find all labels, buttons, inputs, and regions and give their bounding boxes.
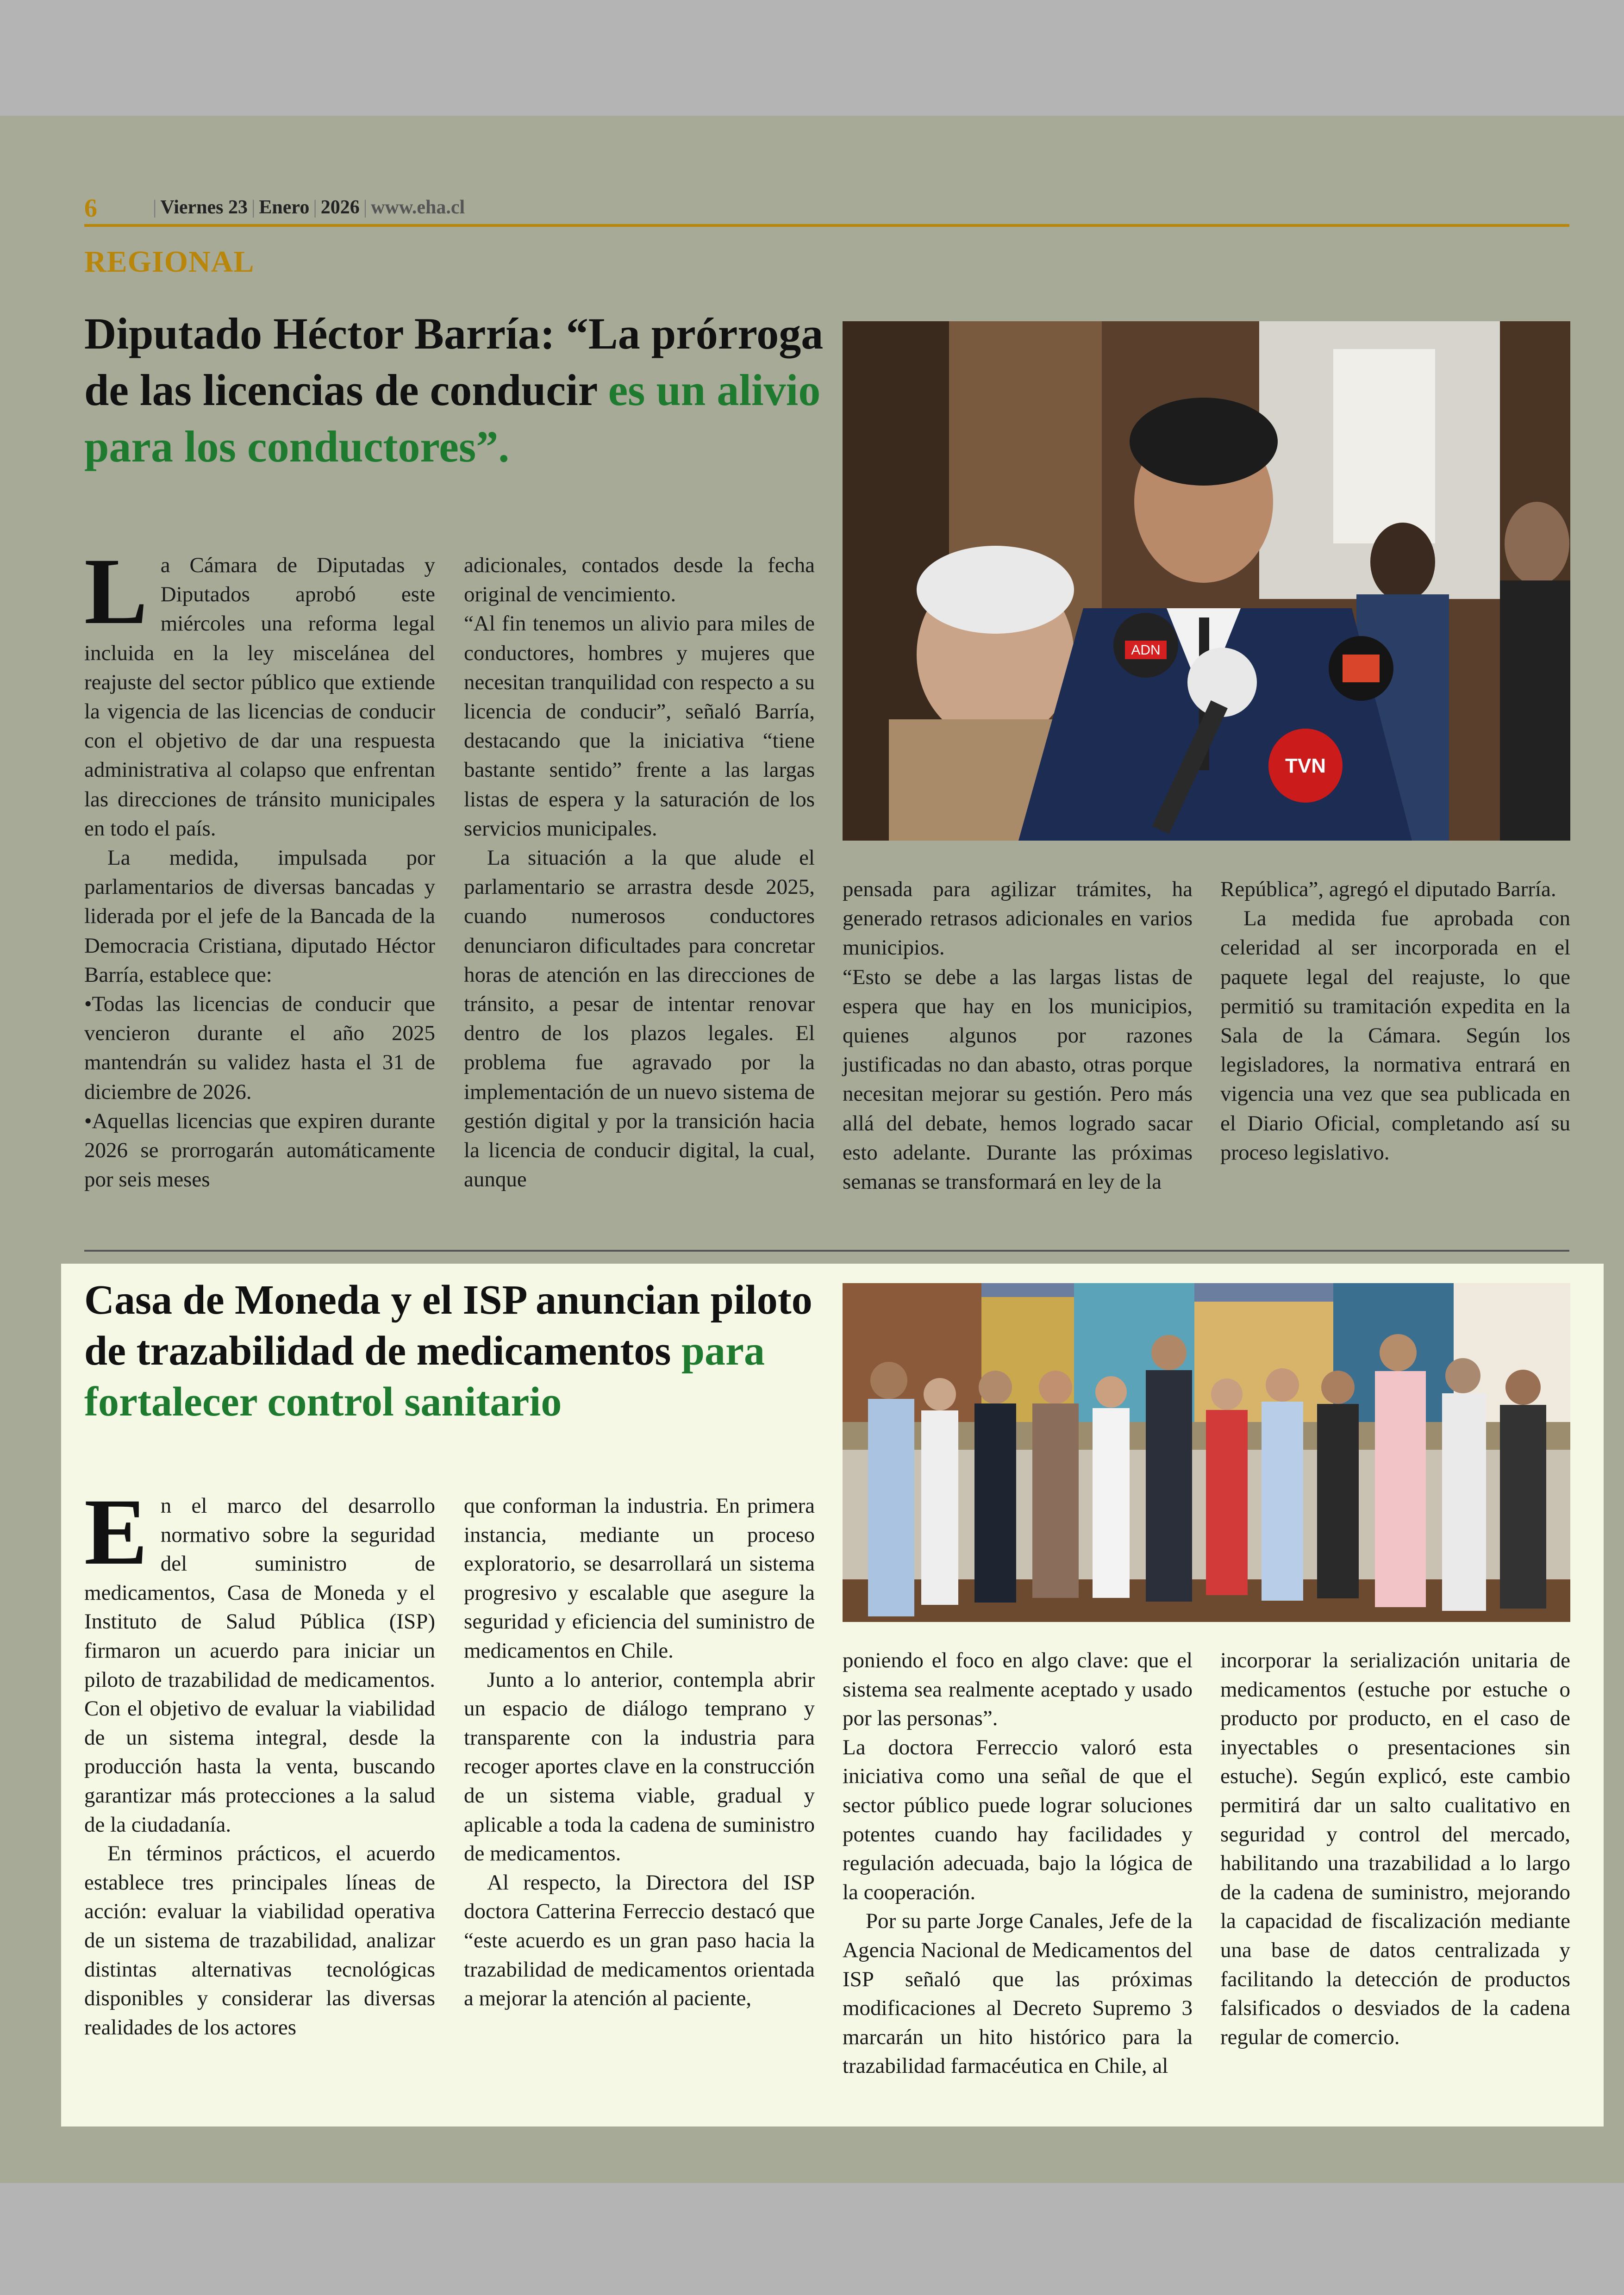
date-day: Viernes 23 bbox=[160, 197, 248, 218]
header-rule bbox=[84, 224, 1569, 227]
date-month: Enero bbox=[259, 197, 310, 218]
article2-col3-p2: La doctora Ferreccio valoró esta iniciativa como una señal de que el sector público puede lograr soluciones potentes cuando hay facilidades y regulación adecuada, bajo la lógica de la cooperación. bbox=[843, 1735, 1193, 1904]
article2-photo bbox=[843, 1283, 1570, 1622]
article1-col4-p1: República”, agregó el diputado Barría. bbox=[1220, 877, 1556, 901]
press-scene-illustration bbox=[843, 321, 1570, 841]
article1-col1-p1: a Cámara de Diputadas y Diputados aprobó este miércoles una reforma legal incluida en la ley misceláneа del reajuste del sector público que extiende la vigencia de las licencias de conducir con el objetivo de dar una respuesta administrativa al colapso que enfrentan las direcciones de tránsito municipales en todo el país. bbox=[84, 553, 435, 841]
article1-photo bbox=[843, 321, 1570, 841]
article1-col3-p2: “Esto se debe a las largas listas de espera que hay en los municipios, quienes algunos por razones justificadas no dan abasto, otras porque necesitan mejorar su gestión. Pero más allá del debate, hemos logrado sacar esto adelante. Durante las próximas semanas se transformará en ley de la bbox=[843, 965, 1193, 1194]
article1-col4-p2: La medida fue aprobada con celeridad al ser incorporada en el paquete legal del reajuste, lo que permitió su tramitación expedita en la Sala de la Cámara. Según los legisladores, la normativa entrará en vigencia una vez que sea publicada en el Diario Oficial, completando así su proceso legislativo. bbox=[1220, 906, 1570, 1165]
website-link[interactable]: www.eha.cl bbox=[371, 197, 465, 218]
dateline: | Viernes 23 | Enero | 2026 | www.eha.cl bbox=[153, 197, 465, 218]
article2-col2-p1: que conforman la industria. En primera instancia, mediante un proceso exploratorio, se desarrollará un sistema progresivo y escalable que asegure la seguridad y eficiencia del suministro de medicamentos en Chile. bbox=[464, 1494, 815, 1663]
article2-headline: Casa de Moneda y el ISP anuncian piloto de trazabilidad de medicamentos para fortalecer control sanitario bbox=[84, 1277, 812, 1425]
article1-col1 bbox=[84, 539, 435, 1194]
article1-bullet2: •Aquellas licencias que expiren durante 2026 se prorrogarán automáticamente por seis meses bbox=[84, 1109, 435, 1192]
group-photo-illustration bbox=[843, 1283, 1570, 1622]
article2-col2 bbox=[464, 1491, 815, 2013]
article2-col1 bbox=[84, 1479, 435, 2042]
section-label: REGIONAL bbox=[84, 245, 255, 279]
article-divider bbox=[84, 1250, 1569, 1252]
article1-col3 bbox=[843, 875, 1193, 1197]
article2-col2-p3: Al respecto, la Directora del ISP doctora Catterina Ferreccio destacó que “este acuerdo es un gran paso hacia la trazabilidad de medicamentos orientada a mejorar la atención al paciente, bbox=[464, 1870, 815, 2011]
article2-col4-p1: incorporar la serialización unitaria de medicamentos (estuche por estuche o producto por producto, en el caso de inyectables o presentaciones sin estuche). Según explicó, este cambio permitirá dar un salto cualitativo en seguridad y control del mercado, habilitando una trazabilidad a lo largo de la cadena de suministro, mejorando la capacidad de fiscalización mediante una base de datos centralizada y facilitando la detección de productos falsificados o desviados de la cadena regular de comercio. bbox=[1220, 1648, 1570, 2049]
article2-col1-p1: n el marco del desarrollo normativo sobre la seguridad del suministro de medicamentos, Casa de Moneda y el Instituto de Salud Pública (ISP) firmaron un acuerdo para iniciar un piloto de trazabilidad de medicamentos. Con el objetivo de evaluar la viabilidad de un sistema integral, desde la producción hasta la venta, buscando garantizar más protecciones a la salud de la ciudadanía. bbox=[84, 1494, 435, 1837]
article2-col1-p2: En términos prácticos, el acuerdo establece tres principales líneas de acción: evaluar la viabilidad operativa de un sistema de trazabilidad, analizar distintas alternativas tecnológicas disponibles y considerar las diversas realidades de los actores bbox=[84, 1841, 435, 2039]
article1-bullet1: •Todas las licencias de conducir que vencieron durante el año 2025 mantendrán su validez hasta el 31 de diciembre de 2026. bbox=[84, 992, 435, 1104]
article2-col3 bbox=[843, 1646, 1193, 2081]
date-year: 2026 bbox=[320, 197, 360, 218]
article1-dropcap: L bbox=[84, 539, 148, 644]
mic-label-tvn: TVN bbox=[1285, 755, 1326, 777]
page-number: 6 bbox=[84, 194, 97, 223]
article1-col1-p2: La medida, impulsada por parlamentarios de diversas bancadas y liderada por el jefe de la Bancada de la Democracia Cristiana, diputado Héctor Barría, establece que: bbox=[84, 846, 435, 987]
article1-col3-p1: pensada para agilizar trámites, ha generado retrasos adicionales en varios municipios. bbox=[843, 877, 1193, 960]
article2-dropcap: E bbox=[84, 1479, 148, 1584]
article1-headline: Diputado Héctor Barría: “La prórroga de las licencias de conducir es un alivio para los conductores”. bbox=[84, 309, 824, 471]
mic-label-adn: ADN bbox=[1131, 642, 1161, 658]
article2-col4 bbox=[1220, 1646, 1570, 2052]
article1-col2 bbox=[464, 551, 815, 1194]
article1-col2-p3: La situación a la que alude el parlamentario se arrastra desde 2025, cuando numerosos conductores denunciaron dificultades para concretar horas de atención en las direcciones de tránsito, a pesar de intentar renovar dentro de los plazos legales. El problema fue agravado por la implementación de un nuevo sistema de gestión digital y por la transición hacia la licencia de conducir digital, la cual, aunque bbox=[464, 846, 815, 1192]
article2-col2-p2: Junto a lo anterior, contempla abrir un espacio de diálogo temprano y transparente con la industria para recoger aportes clave en la construcción de un sistema viable, gradual y aplicable a toda la cadena de suministro de medicamentos. bbox=[464, 1667, 815, 1866]
article2-col3-p3: Por su parte Jorge Canales, Jefe de la Agencia Nacional de Medicamentos del ISP señaló que las próximas modificaciones al Decreto Supremo 3 marcarán un hito histórico para la trazabilidad farmacéutica en Chile, al bbox=[843, 1909, 1193, 2078]
article1-col4 bbox=[1220, 875, 1570, 1167]
article2-col3-p1: poniendo el foco en algo clave: que el sistema sea realmente aceptado y usado por las personas”. bbox=[843, 1648, 1193, 1731]
article1-col2-p2: “Al fin tenemos un alivio para miles de conductores, hombres y mujeres que necesitan tranquilidad con respecto a su licencia de conducir”, señaló Barría, destacando que la iniciativa “tiene bastante sentido” frente a las largas listas de espera y la saturación de los servicios municipales. bbox=[464, 611, 815, 841]
article1-col2-p1: adicionales, contados desde la fecha original de vencimiento. bbox=[464, 553, 815, 607]
